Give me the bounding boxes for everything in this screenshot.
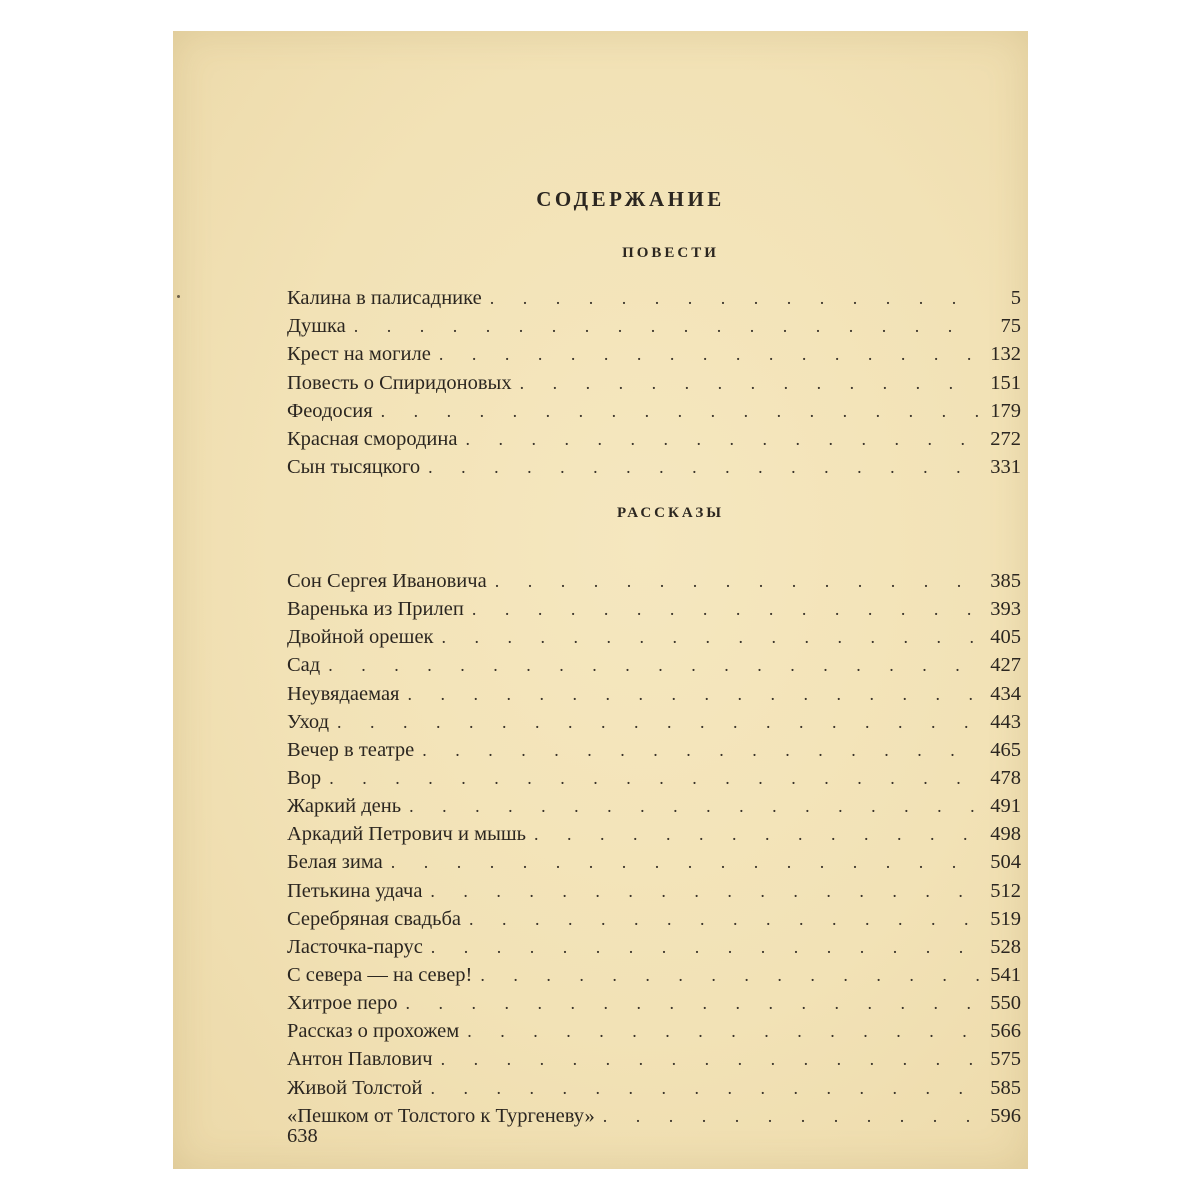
toc-entry: [287, 961, 1021, 989]
toc-entry-title: Душка: [287, 315, 346, 338]
toc-entry-page: 5: [1010, 287, 1021, 309]
dot-leader: [422, 736, 981, 764]
toc-entry-title: Красная смородина: [287, 427, 458, 450]
toc-entry-page: 504: [990, 851, 1021, 874]
dot-leader: [495, 567, 981, 595]
section-heading-povesti: ПОВЕСТИ: [622, 245, 719, 261]
toc-entry-title: Вор: [287, 766, 322, 789]
toc-entry: [287, 905, 1021, 933]
dot-leader: [534, 820, 981, 848]
toc-entry-title: Повесть о Спиридоновых: [287, 371, 512, 394]
dot-leader: [354, 312, 981, 340]
dot-leader: [407, 680, 981, 708]
toc-entry-page: 498: [990, 823, 1021, 846]
dot-leader: [329, 764, 981, 792]
toc-entry: [287, 764, 1021, 792]
dot-leader: [430, 877, 981, 905]
section-heading-rasskazy: РАССКАЗЫ: [617, 505, 724, 521]
dot-leader: [406, 989, 981, 1017]
toc-entry-page: 596: [990, 1104, 1021, 1127]
toc-entry: [287, 736, 1021, 764]
toc-entry-title: С севера — на север!: [287, 963, 473, 986]
toc-entry-title: Ласточка-парус: [287, 935, 423, 958]
toc-entry-page: 434: [990, 682, 1021, 705]
toc-entry-page: 272: [990, 427, 1021, 450]
toc-entry: [287, 369, 1021, 397]
toc-entry-title: Крест на могиле: [287, 343, 431, 366]
dot-leader: [409, 792, 981, 820]
toc-entry-page: 550: [990, 992, 1021, 1015]
toc-list-rasskazy: [287, 567, 1021, 1130]
toc-entry: [287, 397, 1021, 425]
page-title: СОДЕРЖАНИЕ: [536, 187, 725, 211]
toc-entry: [287, 848, 1021, 876]
toc-entry: [287, 820, 1021, 848]
toc-entry: [287, 312, 1021, 340]
toc-entry: [287, 595, 1021, 623]
dot-leader: [490, 284, 981, 312]
toc-entry-page: 75: [1000, 315, 1021, 338]
toc-entry-page: 331: [990, 456, 1021, 479]
dot-leader: [430, 1074, 981, 1102]
toc-entry-page: 132: [990, 343, 1021, 366]
toc-entry: [287, 933, 1021, 961]
toc-entry: [287, 1074, 1021, 1102]
dot-leader: [469, 905, 981, 933]
toc-entry-page: 405: [990, 626, 1021, 649]
toc-entry-page: 478: [990, 766, 1021, 789]
dot-leader: [428, 453, 981, 481]
toc-entry-title: Рассказ о прохожем: [287, 1020, 460, 1043]
toc-entry-title: Вечер в театре: [287, 738, 415, 761]
toc-entry-title: Белая зима: [287, 851, 383, 874]
toc-entry-title: Калина в палисаднике: [287, 287, 482, 309]
toc-entry-title: Сон Сергея Ивановича: [287, 570, 487, 592]
toc-entry: [287, 453, 1021, 481]
toc-entry-page: 528: [990, 935, 1021, 958]
toc-entry: [287, 425, 1021, 453]
toc-entry-title: Феодосия: [287, 399, 373, 422]
toc-entry-page: 575: [990, 1048, 1021, 1071]
dot-leader: [337, 708, 981, 736]
toc-entry-title: Аркадий Петрович и мышь: [287, 823, 526, 846]
paper-speck: [177, 295, 180, 298]
dot-leader: [328, 651, 981, 679]
toc-entry: [287, 1102, 1021, 1130]
toc-entry-title: Жаркий день: [287, 795, 402, 818]
toc-entry: [287, 1017, 1021, 1045]
toc-entry-title: Хитрое перо: [287, 992, 398, 1015]
dot-leader: [441, 1045, 981, 1073]
toc-entry-title: Сад: [287, 654, 321, 677]
dot-leader: [520, 369, 981, 397]
toc-entry-page: 541: [990, 963, 1021, 986]
toc-entry: [287, 708, 1021, 736]
toc-entry-title: Живой Толстой: [287, 1076, 423, 1099]
toc-entry-page: 443: [990, 710, 1021, 733]
toc-entry-title: Сын тысяцкого: [287, 456, 421, 479]
toc-entry-title: Уход: [287, 710, 330, 733]
dot-leader: [431, 933, 981, 961]
dot-leader: [467, 1017, 981, 1045]
toc-entry-title: «Пешком от Толстого к Тургеневу»: [287, 1104, 595, 1127]
dot-leader: [391, 848, 981, 876]
toc-entry-page: 519: [990, 907, 1021, 930]
toc-entry: [287, 651, 1021, 679]
toc-list-povesti: [287, 284, 1021, 481]
toc-entry-page: 179: [990, 399, 1021, 422]
toc-entry-page: 385: [990, 570, 1021, 592]
dot-leader: [442, 623, 981, 651]
toc-entry-title: Антон Павлович: [287, 1048, 433, 1071]
toc-entry: [287, 284, 1021, 312]
toc-entry: [287, 877, 1021, 905]
toc-entry-title: Петькина удача: [287, 879, 423, 902]
toc-entry-page: 465: [990, 738, 1021, 761]
dot-leader: [439, 340, 981, 368]
toc-entry: [287, 792, 1021, 820]
toc-entry: [287, 567, 1021, 595]
toc-entry-title: Неувядаемая: [287, 682, 400, 705]
toc-entry: [287, 1045, 1021, 1073]
dot-leader: [381, 397, 981, 425]
toc-entry: [287, 680, 1021, 708]
toc-entry: [287, 340, 1021, 368]
page-number: 638: [287, 1125, 318, 1147]
toc-entry-page: 151: [990, 371, 1021, 394]
toc-entry-page: 512: [990, 879, 1021, 902]
toc-entry-page: 393: [990, 598, 1021, 621]
dot-leader: [603, 1102, 981, 1130]
toc-entry-page: 585: [990, 1076, 1021, 1099]
toc-entry: [287, 623, 1021, 651]
book-page: [173, 31, 1028, 1169]
dot-leader: [472, 595, 981, 623]
dot-leader: [480, 961, 981, 989]
toc-entry-title: Серебряная свадьба: [287, 907, 462, 930]
toc-entry-page: 491: [990, 795, 1021, 818]
toc-entry-title: Двойной орешек: [287, 626, 434, 649]
toc-entry-page: 566: [990, 1020, 1021, 1043]
toc-entry: [287, 989, 1021, 1017]
toc-entry-title: Варенька из Прилеп: [287, 598, 464, 621]
toc-entry-page: 427: [990, 654, 1021, 677]
dot-leader: [465, 425, 981, 453]
